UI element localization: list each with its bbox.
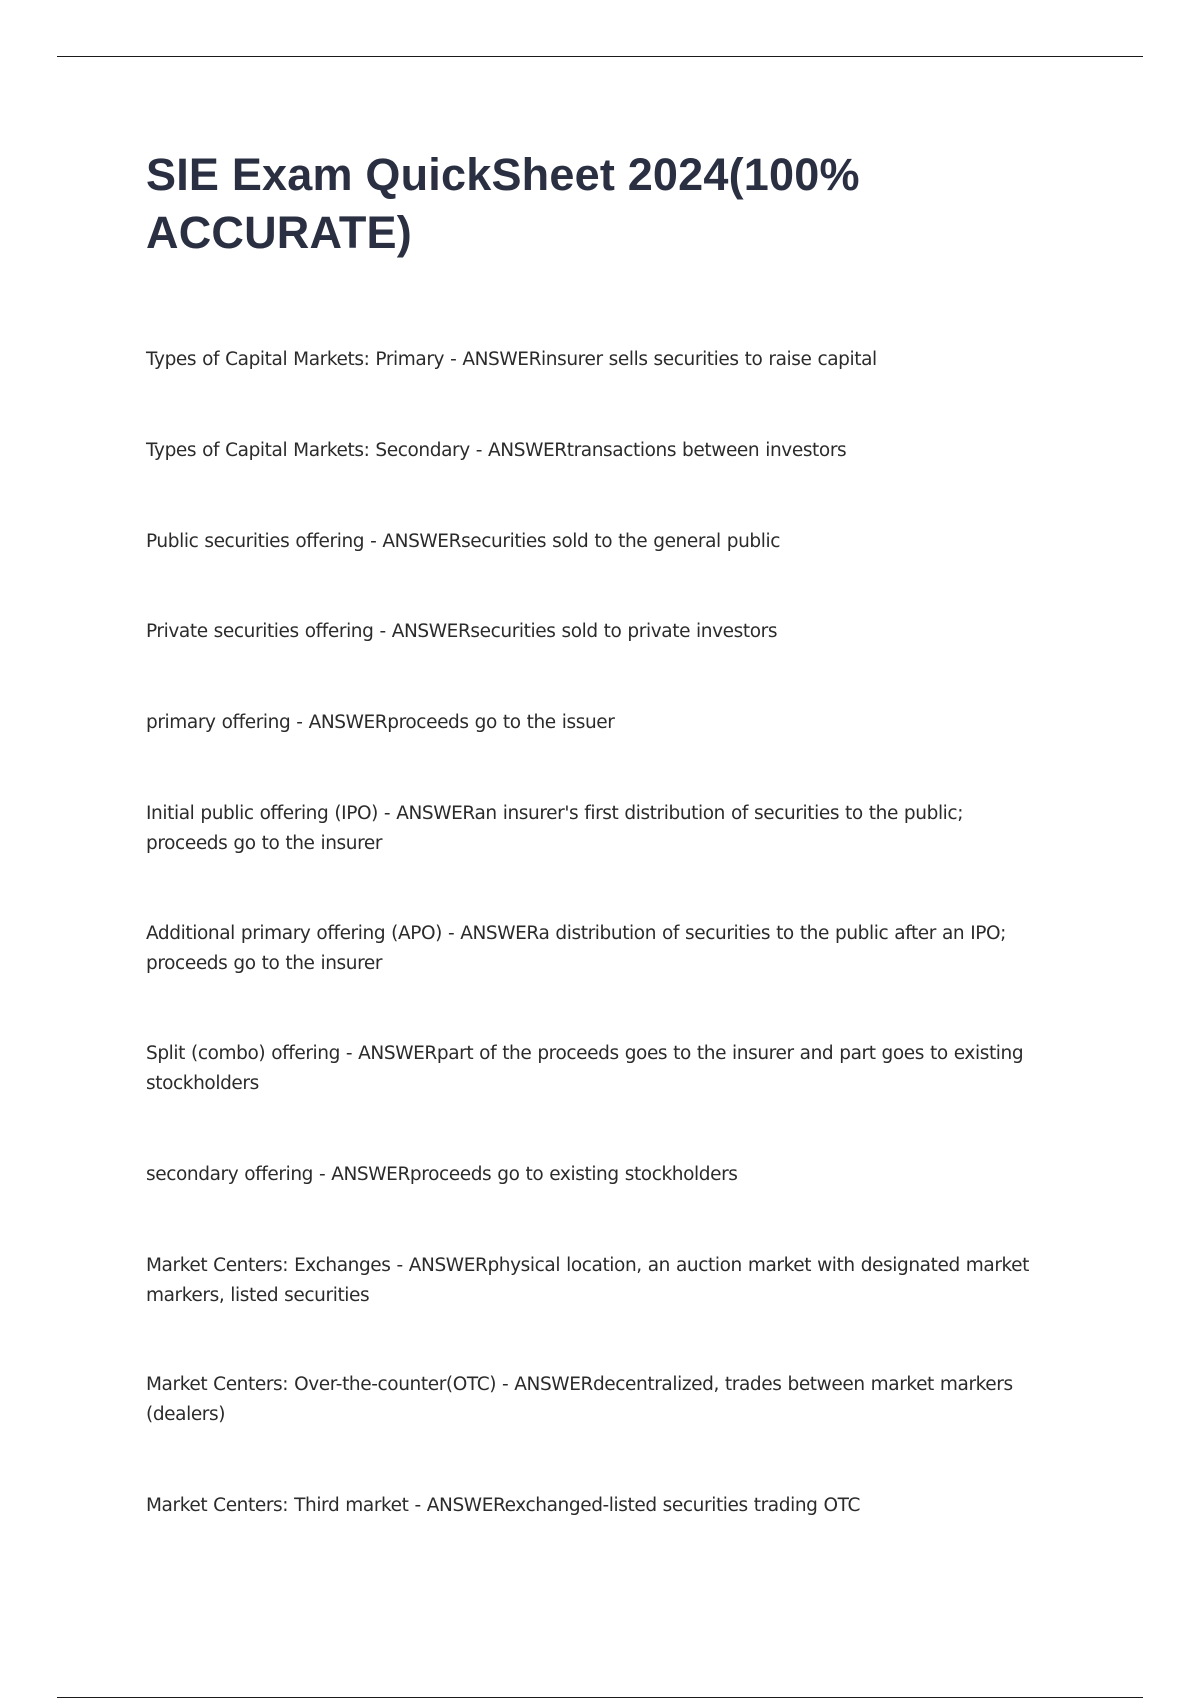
qa-item xyxy=(146,708,1046,738)
qa-term: Initial public offering (IPO) xyxy=(146,803,378,824)
qa-separator: - ANSWER xyxy=(339,1043,437,1064)
qa-item xyxy=(146,919,1046,979)
qa-definition: securities sold to the general public xyxy=(461,531,780,552)
qa-definition: transactions between investors xyxy=(566,440,847,461)
qa-term: Private securities offering xyxy=(146,621,374,642)
qa-separator: - ANSWER xyxy=(408,1495,505,1516)
qa-separator: - ANSWER xyxy=(313,1164,410,1185)
qa-definition: proceeds go to existing stockholders xyxy=(409,1164,738,1185)
bottom-rule xyxy=(57,1697,1143,1698)
qa-separator: - ANSWER xyxy=(290,712,388,733)
qa-definition: a distribution of securities to the public after an IPO; proceeds go to the insurer xyxy=(146,923,1007,974)
qa-separator: - ANSWER xyxy=(441,923,539,944)
qa-item xyxy=(146,1039,1046,1099)
qa-separator: - ANSWER xyxy=(373,621,471,642)
qa-separator: - ANSWER xyxy=(496,1374,593,1395)
qa-definition: securities sold to private investors xyxy=(470,621,778,642)
qa-separator: - ANSWER xyxy=(444,349,542,370)
qa-term: Additional primary offering (APO) xyxy=(146,923,442,944)
qa-definition: an insurer's first distribution of securities to the public; proceeds go to the insurer xyxy=(146,803,964,854)
qa-item xyxy=(146,345,1046,375)
qa-definition: decentralized, trades between market markers (dealers) xyxy=(146,1374,1013,1425)
top-rule xyxy=(57,56,1143,57)
qa-separator: - ANSWER xyxy=(390,1255,488,1276)
qa-definition: exchanged-listed securities trading OTC xyxy=(504,1495,860,1516)
qa-separator: - ANSWER xyxy=(377,803,475,824)
qa-term: Public securities offering xyxy=(146,531,365,552)
qa-term: Market Centers: Exchanges xyxy=(146,1255,391,1276)
qa-term: Market Centers: Third market xyxy=(146,1495,409,1516)
qa-definition: proceeds go to the issuer xyxy=(387,712,615,733)
qa-item xyxy=(146,799,1046,859)
qa-term: secondary offering xyxy=(146,1164,313,1185)
qa-separator: - ANSWER xyxy=(469,440,567,461)
qa-separator: - ANSWER xyxy=(364,531,462,552)
qa-item xyxy=(146,1491,1046,1521)
qa-term: Split (combo) offering xyxy=(146,1043,340,1064)
qa-term: Types of Capital Markets: Secondary xyxy=(146,440,470,461)
qa-item xyxy=(146,1160,1046,1190)
qa-term: Types of Capital Markets: Primary xyxy=(146,349,445,370)
qa-item xyxy=(146,436,1046,466)
qa-definition: insurer sells securities to raise capital xyxy=(541,349,877,370)
qa-item xyxy=(146,1370,1046,1430)
qa-item xyxy=(146,617,1046,647)
qa-definition: part of the proceeds goes to the insurer and part goes to existing stockholders xyxy=(146,1043,1024,1094)
qa-item xyxy=(146,1251,1046,1311)
qa-term: primary offering xyxy=(146,712,291,733)
qa-definition: physical location, an auction market with designated market markers, listed securities xyxy=(146,1255,1030,1306)
qa-term: Market Centers: Over-the-counter(OTC) xyxy=(146,1374,497,1395)
qa-item xyxy=(146,527,1046,557)
page-title: SIE Exam QuickSheet 2024(100% ACCURATE) xyxy=(146,149,860,258)
